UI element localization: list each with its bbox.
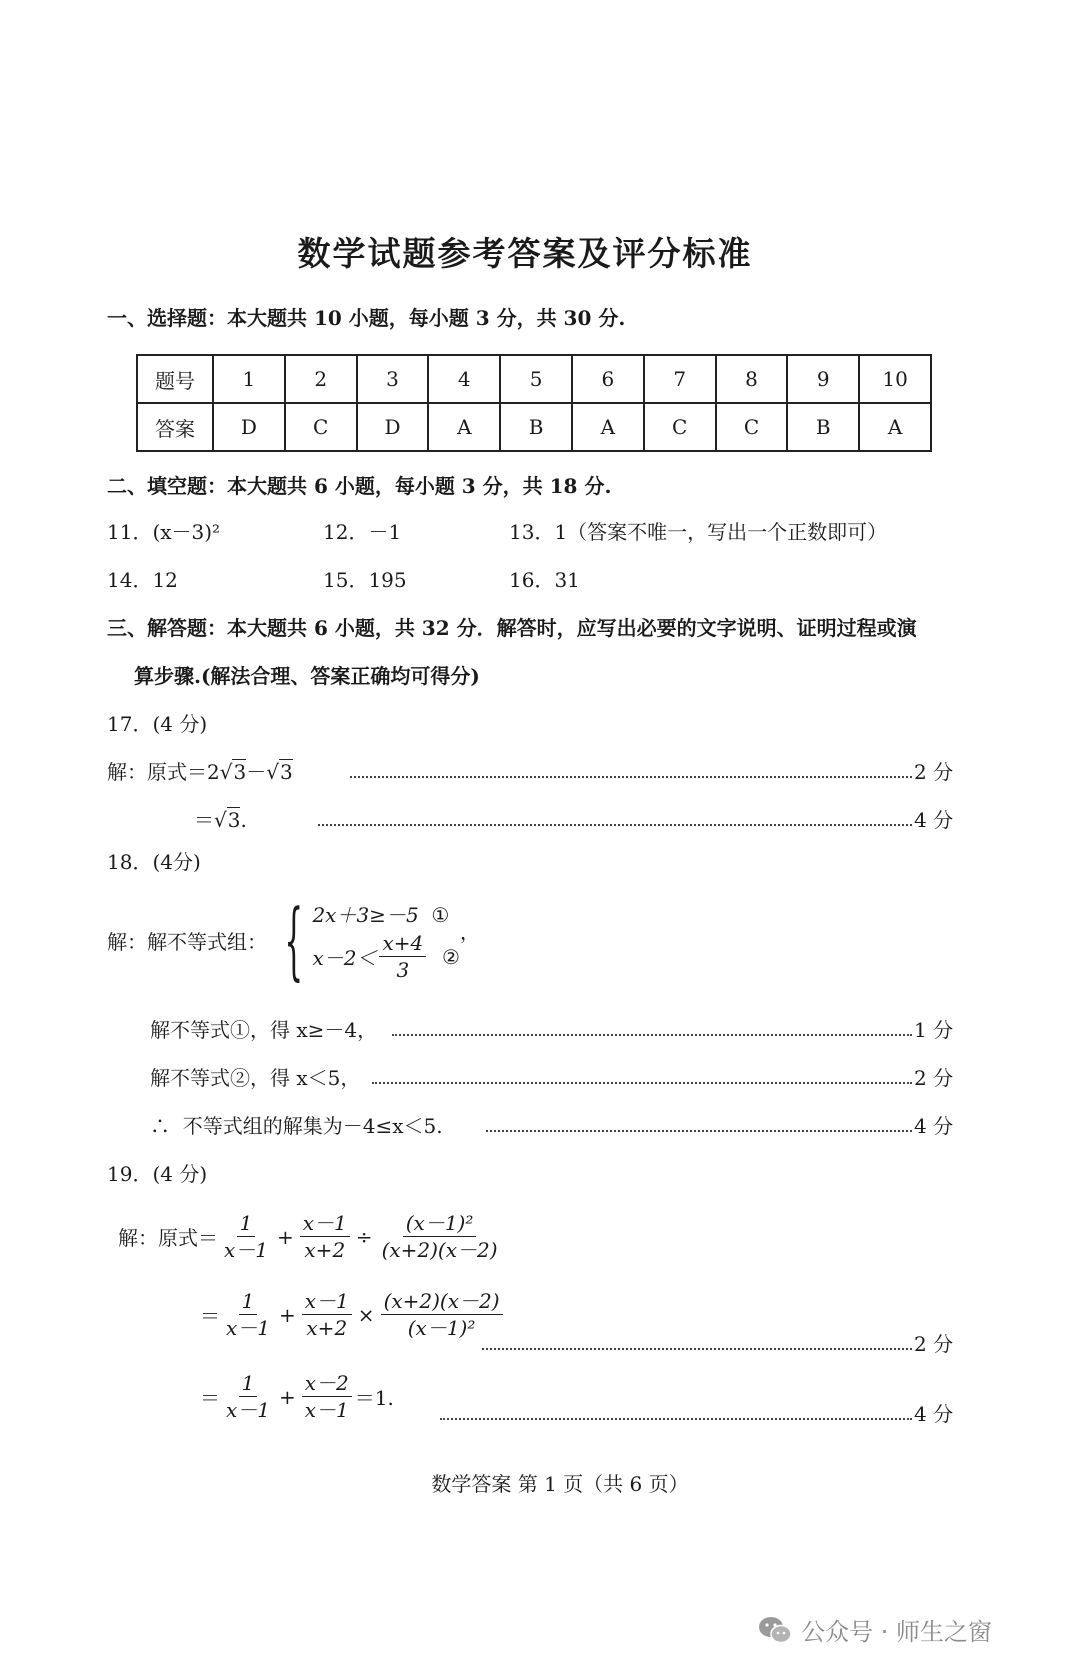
watermark xyxy=(757,1612,992,1647)
denominator: x+2 xyxy=(306,1316,348,1340)
circled-two: ② xyxy=(441,944,460,969)
q19-result: ＝1. xyxy=(354,1386,394,1410)
answer-cell: C xyxy=(716,403,788,451)
inequality-1-text: 2x＋3≥－5 xyxy=(312,903,419,927)
answer-11: 11．(x－3)² xyxy=(107,520,221,544)
q17-score-2: 4 分 xyxy=(914,808,954,832)
answer-row-label: 答案 xyxy=(137,403,213,451)
q18-comma: ， xyxy=(459,919,480,944)
dotted-leader xyxy=(350,776,912,778)
circled-one: ① xyxy=(431,903,450,927)
q18-step3 xyxy=(150,1110,443,1139)
answer-cell: A xyxy=(859,403,931,451)
answer-cell: B xyxy=(500,403,572,451)
denominator: x－1 xyxy=(226,1316,271,1340)
dotted-leader xyxy=(440,1418,912,1420)
numerator: (x－1)² xyxy=(403,1212,477,1237)
fraction xyxy=(300,1212,350,1261)
q17-radicand: 3 xyxy=(279,760,293,784)
q18-score-3: 4 分 xyxy=(914,1114,954,1138)
q19-step2 xyxy=(200,1290,506,1339)
numerator: (x+2)(x－2) xyxy=(381,1290,503,1315)
answer-16: 16．31 xyxy=(509,568,580,592)
numerator: x+4 xyxy=(379,932,426,957)
question-number-row xyxy=(137,355,931,403)
wechat-icon xyxy=(757,1615,793,1645)
answer-15: 15．195 xyxy=(323,568,407,592)
numerator: 1 xyxy=(237,1212,256,1237)
dotted-leader xyxy=(482,1348,912,1350)
question-number: 5 xyxy=(500,355,572,403)
denominator: 3 xyxy=(396,958,410,982)
q19-step1 xyxy=(118,1212,504,1261)
q18-step3-text: 不等式组的解集为－4≤x＜5. xyxy=(182,1114,443,1138)
answer-row xyxy=(137,403,931,451)
q18-intro: 解：解不等式组： xyxy=(107,929,267,954)
inequality-2 xyxy=(312,932,459,981)
q18-score-1: 1 分 xyxy=(914,1018,954,1042)
q19-step3 xyxy=(200,1372,394,1421)
answer-14: 14．12 xyxy=(107,568,178,592)
denominator: (x－1)² xyxy=(407,1316,476,1340)
q17-radicand: 3 xyxy=(233,760,247,784)
equals-sign: ＝ xyxy=(200,1386,220,1410)
question-number: 2 xyxy=(285,355,357,403)
answer-cell: D xyxy=(357,403,429,451)
plus-sign: + xyxy=(279,1302,296,1327)
fraction xyxy=(223,1290,273,1339)
denominator: x－1 xyxy=(304,1398,349,1422)
denominator: x－1 xyxy=(224,1238,269,1262)
denominator: x－1 xyxy=(226,1398,271,1422)
dotted-leader xyxy=(392,1034,912,1036)
dotted-leader xyxy=(318,824,912,826)
question-number: 3 xyxy=(357,355,429,403)
q17-minus: － xyxy=(246,760,267,784)
q17-step2-eq: ＝ xyxy=(194,808,214,832)
denominator: x+2 xyxy=(304,1238,346,1262)
q17-step1: 解：原式＝2√3－√3 xyxy=(107,760,293,784)
section2-heading: 二、填空题：本大题共 6 小题，每小题 3 分，共 18 分. xyxy=(107,474,612,498)
page-footer: 数学答案 第 1 页（共 6 页） xyxy=(431,1472,689,1496)
q17-radicand: 3 xyxy=(227,808,241,832)
q19-score-2: 4 分 xyxy=(914,1402,954,1426)
plus-sign: + xyxy=(279,1384,296,1409)
answer-cell: A xyxy=(428,403,500,451)
times-sign: × xyxy=(357,1302,375,1327)
inequality-system xyxy=(267,891,460,989)
section3-heading-line2: 算步骤.(解法合理、答案正确均可得分) xyxy=(134,664,480,688)
section1-heading: 一、选择题：本大题共 10 小题，每小题 3 分，共 30 分. xyxy=(107,306,626,330)
numerator: x－1 xyxy=(302,1290,352,1315)
divide-sign: ÷ xyxy=(355,1224,373,1249)
q18-step2: 解不等式②，得 x＜5， xyxy=(150,1066,361,1090)
fraction xyxy=(302,1290,352,1339)
denominator: (x+2)(x－2) xyxy=(381,1238,498,1262)
therefore-symbol: ∴ xyxy=(150,1114,170,1138)
q17-label: 17．(4 分) xyxy=(107,712,208,736)
fraction xyxy=(379,932,426,981)
section3-heading-line1: 三、解答题：本大题共 6 小题，共 32 分．解答时，应写出必要的文字说明、证明过程或演 xyxy=(107,616,917,640)
q17-step1-prefix: 解：原式＝2 xyxy=(107,760,220,784)
q17-step2: ＝√3. xyxy=(194,808,247,832)
q19-label: 19．(4 分) xyxy=(107,1162,208,1186)
question-number: 4 xyxy=(428,355,500,403)
question-row-label: 题号 xyxy=(137,355,213,403)
numerator: x－2 xyxy=(302,1372,352,1397)
q17-score-1: 2 分 xyxy=(914,760,954,784)
fraction xyxy=(223,1372,273,1421)
question-number: 9 xyxy=(787,355,859,403)
answer-cell: C xyxy=(644,403,716,451)
q19-intro: 解：原式＝ xyxy=(118,1226,218,1250)
q18-step1: 解不等式①，得 x≥－4， xyxy=(150,1018,378,1042)
answer-cell: D xyxy=(213,403,285,451)
inequality-1 xyxy=(312,899,459,928)
watermark-text: 公众号 · 师生之窗 xyxy=(801,1618,992,1646)
fraction xyxy=(379,1212,501,1261)
question-number: 10 xyxy=(859,355,931,403)
fraction xyxy=(302,1372,352,1421)
q19-score-1: 2 分 xyxy=(914,1332,954,1356)
dotted-leader xyxy=(486,1130,912,1132)
plus-sign: + xyxy=(277,1224,294,1249)
answer-12: 12．－1 xyxy=(323,520,402,544)
question-number: 8 xyxy=(716,355,788,403)
numerator: 1 xyxy=(239,1290,258,1315)
fraction xyxy=(221,1212,271,1261)
answer-cell: C xyxy=(285,403,357,451)
fraction xyxy=(381,1290,503,1339)
q18-score-2: 2 分 xyxy=(914,1066,954,1090)
numerator: x－1 xyxy=(300,1212,350,1237)
left-brace-icon: { xyxy=(284,891,304,989)
q18-system xyxy=(107,891,480,989)
inequality-2-left: x－2＜ xyxy=(312,946,377,970)
dotted-leader xyxy=(372,1082,912,1084)
q17-step2-period: . xyxy=(240,808,247,832)
numerator: 1 xyxy=(239,1372,258,1397)
q18-label: 18．(4分) xyxy=(107,850,201,874)
answer-13: 13．1（答案不唯一，写出一个正数即可） xyxy=(509,520,888,544)
answer-table xyxy=(136,354,932,452)
question-number: 6 xyxy=(572,355,644,403)
answer-cell: A xyxy=(572,403,644,451)
question-number: 1 xyxy=(213,355,285,403)
answer-cell: B xyxy=(787,403,859,451)
equals-sign: ＝ xyxy=(200,1304,220,1328)
page-title: 数学试题参考答案及评分标准 xyxy=(297,234,753,273)
question-number: 7 xyxy=(644,355,716,403)
